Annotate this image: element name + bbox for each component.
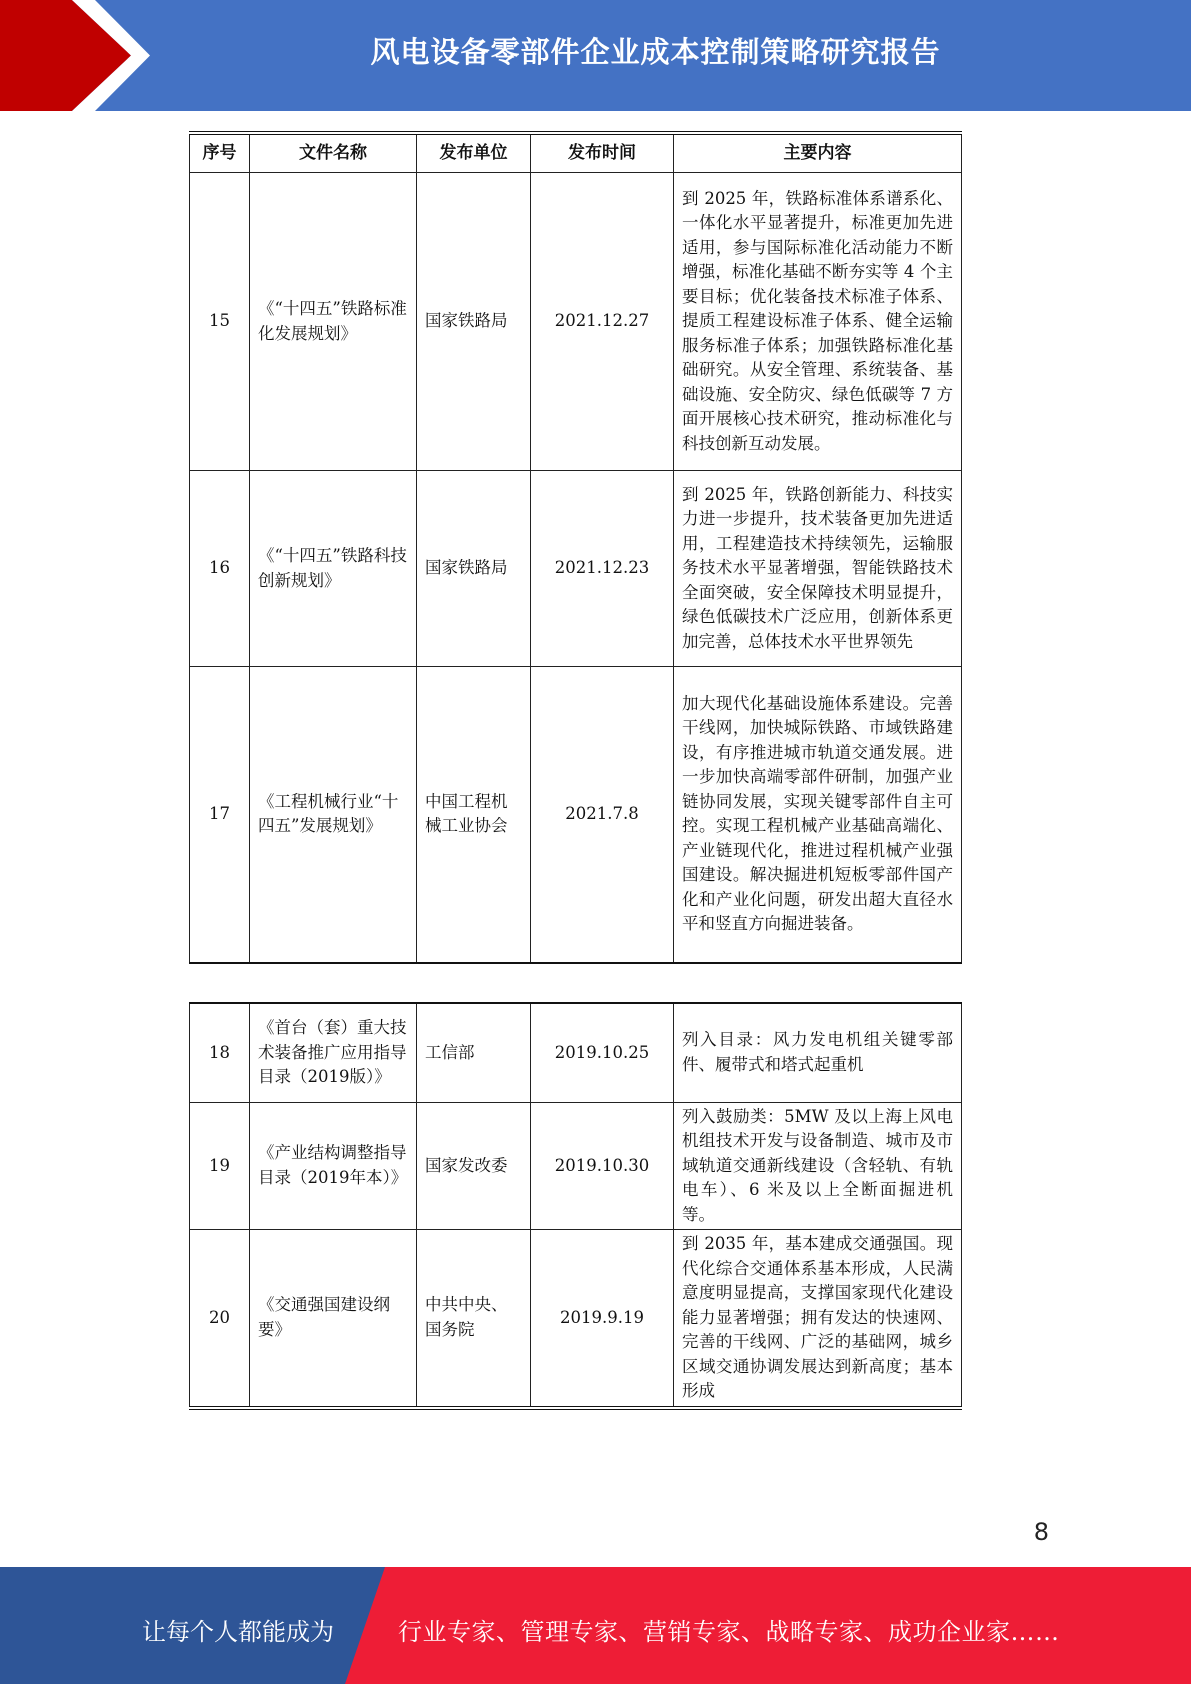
row-publisher: 国家发改委 (417, 1102, 531, 1230)
header-content: 主要内容 (674, 133, 962, 173)
table-row (190, 471, 962, 667)
header-no: 序号 (190, 133, 250, 173)
row-no: 16 (190, 471, 250, 667)
row-no: 19 (190, 1102, 250, 1230)
table-row (190, 667, 962, 963)
page-footer (0, 1567, 1191, 1684)
footer-slogan-right: 行业专家、管理专家、营销专家、战略专家、成功企业家…… (398, 1618, 1060, 1646)
row-publisher: 工信部 (417, 1003, 531, 1102)
policy-table-part-2 (189, 1002, 961, 1410)
row-doc-name: 《产业结构调整指导目录（2019年本）》 (250, 1102, 417, 1230)
row-date: 2019.10.25 (531, 1003, 674, 1102)
row-no: 20 (190, 1230, 250, 1408)
header-doc-name: 文件名称 (250, 133, 417, 173)
report-title: 风电设备零部件企业成本控制策略研究报告 (370, 35, 941, 69)
row-doc-name: 《“十四五”铁路标准化发展规划》 (250, 173, 417, 471)
row-content: 到 2025 年，铁路创新能力、科技实力进一步提升，技术装备更加先进适用，工程建造技术持续领先，运输服务技术水平显著增强，智能铁路技术全面突破，安全保障技术明显提升，绿色低碳技术广泛应用，创新体系更加完善，总体技术水平世界领先 (674, 471, 962, 667)
row-date: 2019.9.19 (531, 1230, 674, 1408)
row-date: 2021.7.8 (531, 667, 674, 963)
policy-table-part-1 (189, 131, 961, 964)
footer-slogan-left: 让每个人都能成为 (142, 1618, 334, 1646)
table-row (190, 1003, 962, 1102)
row-content: 到 2025 年，铁路标准体系谱系化、一体化水平显著提升，标准更加先进适用，参与国际标准化活动能力不断增强，标准化基础不断夯实等 4 个主要目标；优化装备技术标准子体系、提质工程建设标准子体系、健全运输服务标准子体系；加强铁路标准化基础研究。从安全管理、系统装备、基础设施、安全防灾、绿色低碳等 7 方面开展核心技术研究，推动标准化与科技创新互动发展。 (674, 173, 962, 471)
header-publisher: 发布单位 (417, 133, 531, 173)
row-date: 2019.10.30 (531, 1102, 674, 1230)
row-publisher: 中共中央、国务院 (417, 1230, 531, 1408)
row-content: 加大现代化基础设施体系建设。完善干线网，加快城际铁路、市域铁路建设，有序推进城市轨道交通发展。进一步加快高端零部件研制，加强产业链协同发展，实现关键零部件自主可控。实现工程机械产业基础高端化、产业链现代化，推进过程机械产业强国建设。解决掘进机短板零部件国产化和产业化问题，研发出超大直径水平和竖直方向掘进装备。 (674, 667, 962, 963)
page-header (0, 0, 1191, 111)
row-doc-name: 《“十四五”铁路科技创新规划》 (250, 471, 417, 667)
row-content: 列入目录：风力发电机组关键零部件、履带式和塔式起重机 (674, 1003, 962, 1102)
row-publisher: 国家铁路局 (417, 173, 531, 471)
header-date: 发布时间 (531, 133, 674, 173)
row-doc-name: 《交通强国建设纲要》 (250, 1230, 417, 1408)
table-row (190, 1102, 962, 1230)
page-number: 8 (1033, 1518, 1049, 1546)
row-content: 列入鼓励类：5MW 及以上海上风电机组技术开发与设备制造、城市及市域轨道交通新线建设（含轻轨、有轨电车）、6 米及以上全断面掘进机等。 (674, 1102, 962, 1230)
row-content: 到 2035 年，基本建成交通强国。现代化综合交通体系基本形成，人民满意度明显提高，支撑国家现代化建设能力显著增强；拥有发达的快速网、完善的干线网、广泛的基础网，城乡区域交通协调发展达到新高度；基本形成 (674, 1230, 962, 1408)
row-no: 17 (190, 667, 250, 963)
table-header-row (190, 133, 962, 173)
row-no: 18 (190, 1003, 250, 1102)
row-doc-name: 《工程机械行业“十四五”发展规划》 (250, 667, 417, 963)
row-no: 15 (190, 173, 250, 471)
row-publisher: 国家铁路局 (417, 471, 531, 667)
row-publisher: 中国工程机械工业协会 (417, 667, 531, 963)
row-doc-name: 《首台（套）重大技术装备推广应用指导目录（2019版）》 (250, 1003, 417, 1102)
row-date: 2021.12.27 (531, 173, 674, 471)
row-date: 2021.12.23 (531, 471, 674, 667)
table-row (190, 1230, 962, 1408)
table-row (190, 173, 962, 471)
